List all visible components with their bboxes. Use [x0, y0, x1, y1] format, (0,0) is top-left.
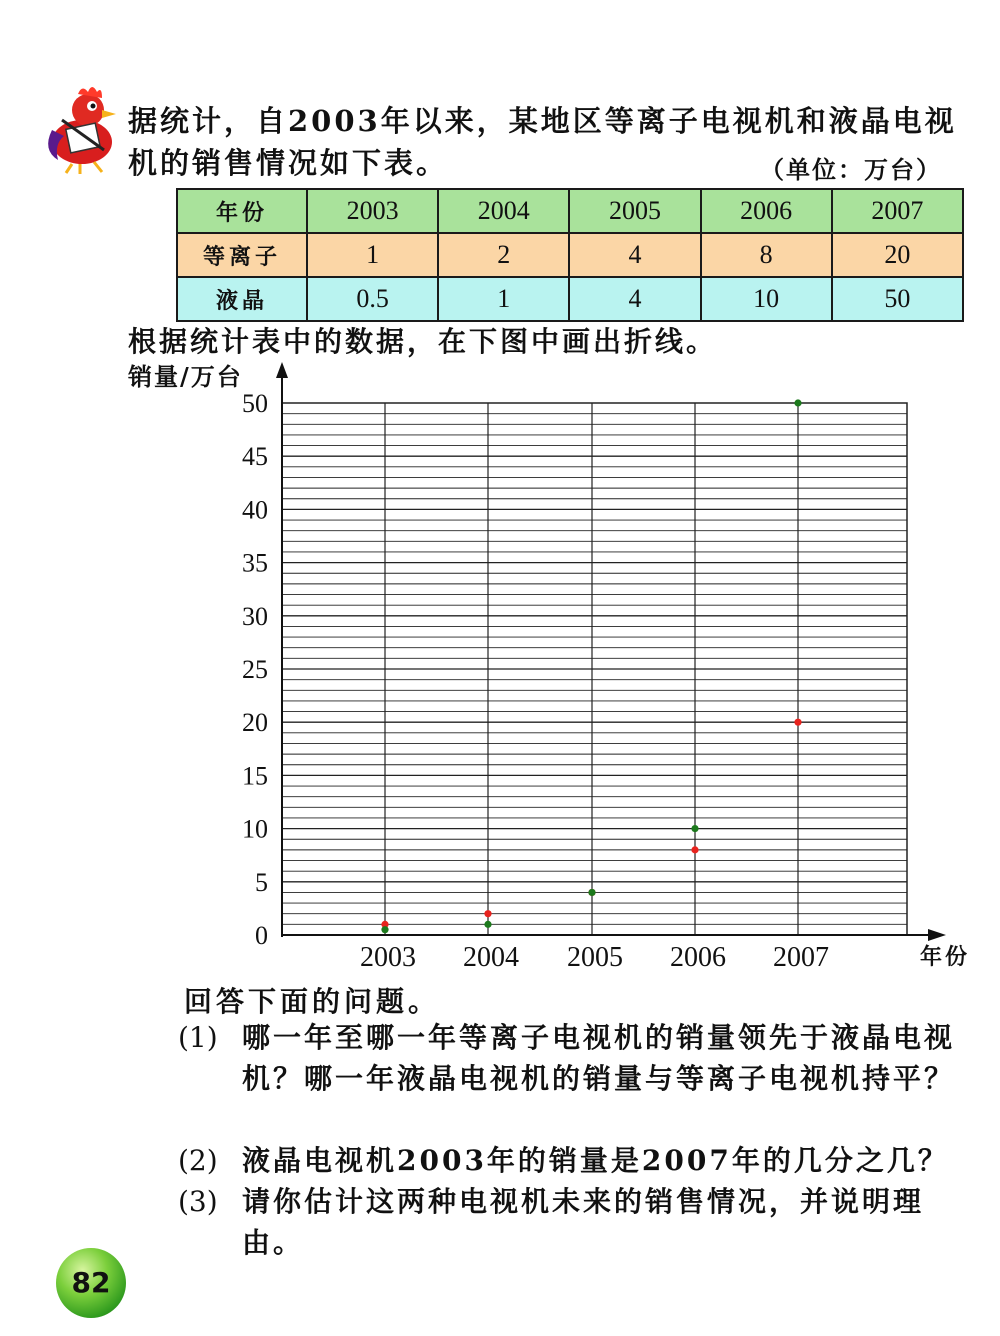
- table-cell: 2006: [701, 189, 832, 233]
- data-point: [484, 910, 491, 917]
- y-tick-label: 5: [255, 867, 268, 897]
- table-cell: 20: [832, 233, 963, 277]
- page-number-badge: [56, 1248, 126, 1318]
- table-cell: 2004: [438, 189, 569, 233]
- data-point: [588, 889, 595, 896]
- question-2: [178, 1140, 978, 1181]
- table-cell: 2007: [832, 189, 963, 233]
- table-cell: 液晶: [177, 277, 307, 321]
- table-cell: 0.5: [307, 277, 438, 321]
- data-point: [794, 719, 801, 726]
- y-tick-label: 40: [242, 495, 268, 525]
- data-point: [691, 825, 698, 832]
- unit-note: （单位：万台）: [760, 155, 942, 184]
- table-cell: 4: [569, 277, 700, 321]
- question-number: (1): [178, 1021, 218, 1054]
- intro-text: 据统计，自2003年以来，某地区等离子电视机和液晶电视机的销售情况如下表。: [128, 104, 957, 180]
- data-point: [691, 846, 698, 853]
- chart-instruction: 根据统计表中的数据，在下图中画出折线。: [128, 325, 718, 358]
- page-number: 82: [71, 1266, 111, 1299]
- y-tick-label: 20: [242, 708, 268, 738]
- data-point: [484, 921, 491, 928]
- table-cell: 2003: [307, 189, 438, 233]
- y-tick-label: 25: [242, 655, 268, 684]
- x-tick-label: 2007: [773, 942, 829, 973]
- table-cell: 4: [569, 233, 700, 277]
- question-text: 液晶电视机2003年的销量是2007年的几分之几？: [242, 1144, 949, 1177]
- table-cell: 2: [438, 233, 569, 277]
- y-axis-arrow: [276, 362, 288, 378]
- x-axis-label: 年份: [920, 944, 971, 970]
- table-cell: 2005: [569, 189, 700, 233]
- x-tick-label: 2006: [670, 942, 726, 973]
- question-number: (3): [178, 1185, 218, 1218]
- table-cell: 8: [701, 233, 832, 277]
- y-tick-label: 0: [255, 921, 268, 950]
- table-cell: 等离子: [177, 233, 307, 277]
- table-cell: 1: [307, 233, 438, 277]
- question-1: [178, 1017, 978, 1099]
- question-number: (2): [178, 1144, 218, 1177]
- question-text: 请你估计这两种电视机未来的销售情况，并说明理由。: [242, 1185, 925, 1259]
- y-axis-label: 销量/万台: [128, 362, 243, 391]
- y-tick-label: 45: [242, 442, 268, 472]
- y-tick-label: 50: [242, 389, 268, 418]
- question-text: 哪一年至哪一年等离子电视机的销量领先于液晶电视机？哪一年液晶电视机的销量与等离子电视机持平？: [242, 1021, 956, 1095]
- table-cell: 1: [438, 277, 569, 321]
- x-axis-arrow: [928, 929, 946, 941]
- table-cell: 年份: [177, 189, 307, 233]
- y-tick-label: 35: [242, 548, 268, 578]
- data-point: [794, 399, 801, 406]
- x-tick-label: 2003: [360, 942, 416, 973]
- question-3: [178, 1181, 978, 1263]
- answer-heading: 回答下面的问题。: [184, 985, 441, 1018]
- x-tick-label: 2005: [567, 942, 623, 973]
- y-tick-label: 10: [242, 814, 268, 844]
- data-point: [381, 926, 388, 933]
- table-cell: 50: [832, 277, 963, 321]
- y-tick-label: 30: [242, 601, 268, 631]
- y-tick-label: 15: [242, 761, 268, 791]
- table-cell: 10: [701, 277, 832, 321]
- x-tick-label: 2004: [463, 942, 519, 973]
